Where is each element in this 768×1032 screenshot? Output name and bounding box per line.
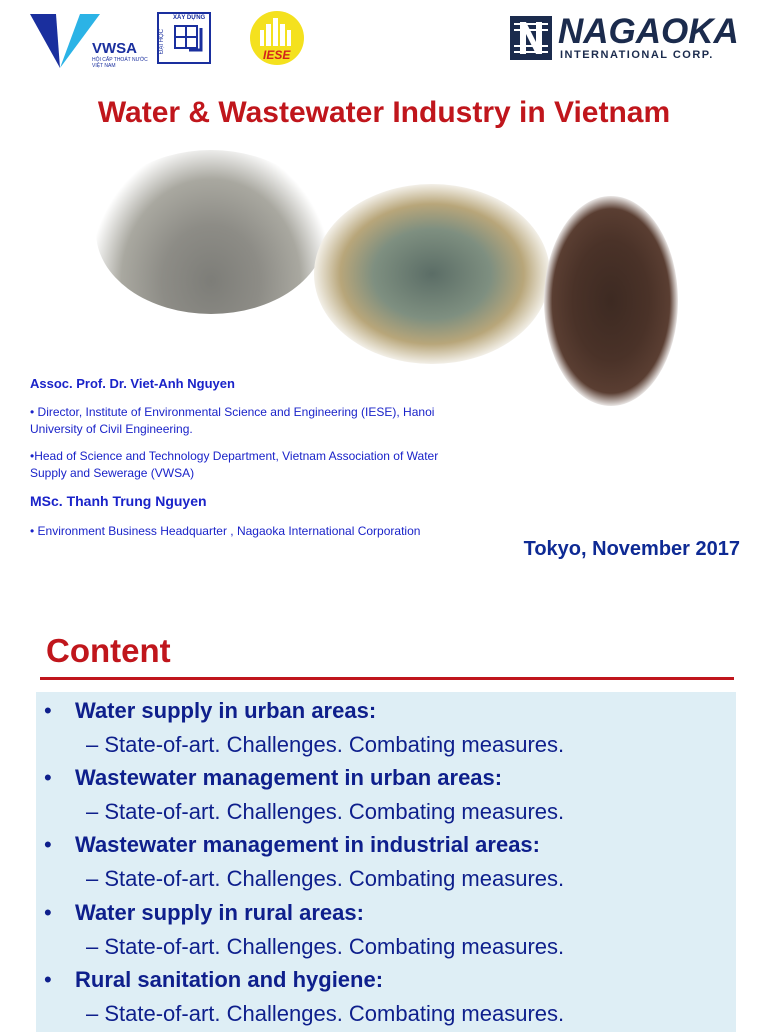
bullet-icon: • [44, 765, 52, 790]
university-emblem-icon [159, 14, 209, 62]
iese-label: IESE [263, 48, 291, 62]
list-item-title: Wastewater management in industrial areas: [75, 832, 540, 857]
vwsa-label: VWSA [92, 40, 137, 57]
vwsa-subtitle: HỘI CẤP THOÁT NƯỚC VIỆT NAM [92, 57, 148, 69]
vwsa-logo [30, 12, 150, 70]
bullet-icon: • [44, 698, 52, 723]
author-role-2: •Head of Science and Technology Department, Vietnam Association of Water Supply and Sewerage (VWSA) [30, 449, 439, 480]
list-item-title: Water supply in urban areas: [75, 698, 377, 723]
water-drop-icon [30, 12, 100, 68]
list-item-title: Water supply in rural areas: [75, 900, 364, 925]
content-title: Content [46, 632, 171, 669]
list-item-subtitle: – State-of-art. Challenges. Combating measures. [86, 732, 565, 757]
list-item-title: Wastewater management in urban areas: [75, 765, 503, 790]
author-name-2: MSc. Thanh Trung Nguyen [30, 493, 207, 509]
list-item-subtitle: – State-of-art. Challenges. Combating measures. [86, 799, 565, 824]
pump-workers-photo [314, 184, 550, 364]
content-list [36, 692, 736, 1032]
svg-text:ĐẠI HỌC: ĐẠI HỌC [159, 28, 165, 54]
list-item-title: Rural sanitation and hygiene: [75, 967, 384, 992]
iese-logo [246, 10, 308, 68]
treatment-plant-photo [96, 150, 326, 314]
list-item-subtitle: – State-of-art. Challenges. Combating measures. [86, 1001, 565, 1026]
nagaoka-logo [510, 12, 748, 66]
child-photo [544, 196, 678, 406]
author-role-3: • Environment Business Headquarter , Nagaoka International Corporation [30, 524, 421, 538]
university-logo [157, 12, 211, 64]
content-divider [40, 677, 734, 680]
nagaoka-name: NAGAOKA [558, 12, 739, 51]
nagaoka-n-icon [510, 16, 552, 60]
list-item-subtitle: – State-of-art. Challenges. Combating measures. [86, 866, 565, 891]
bullet-icon: • [44, 832, 52, 857]
list-item-subtitle: – State-of-art. Challenges. Combating measures. [86, 934, 565, 959]
author-role-1: • Director, Institute of Environmental Science and Engineering (IESE), Hanoi University of Civil Engineering. [30, 405, 435, 436]
university-logo-text: XÂY DỰNG [173, 15, 206, 21]
nagaoka-subtitle: INTERNATIONAL CORP. [560, 49, 714, 61]
author-name-1: Assoc. Prof. Dr. Viet-Anh Nguyen [30, 376, 235, 391]
slide-title: Water & Wastewater Industry in Vietnam [97, 96, 671, 129]
bullet-icon: • [44, 967, 52, 992]
bullet-icon: • [44, 900, 52, 925]
presentation-date: Tokyo, November 2017 [523, 538, 740, 560]
